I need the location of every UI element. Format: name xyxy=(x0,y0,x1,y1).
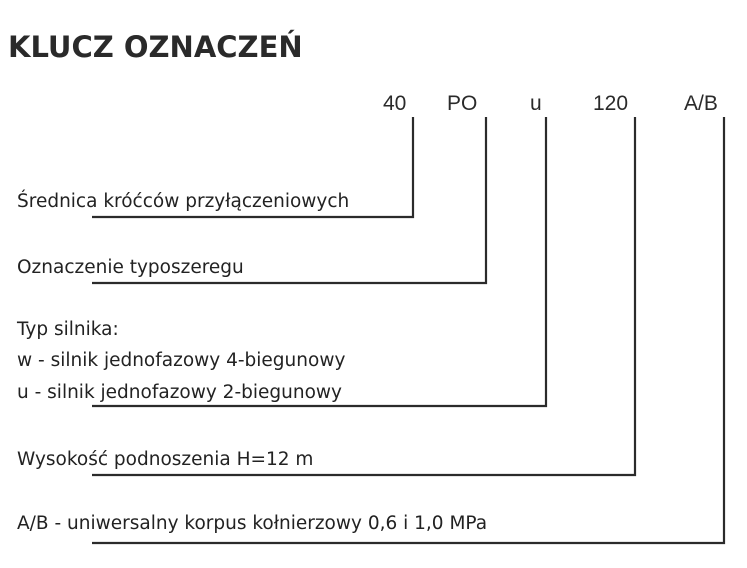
label-body: A/B - uniwersalny korpus kołnierzowy 0,6 i 1,0 MPa xyxy=(17,513,488,534)
label-motor-u: u - silnik jednofazowy 2-biegunowy xyxy=(17,382,342,403)
code-head: 120 xyxy=(593,92,629,115)
code-series: PO xyxy=(447,92,478,115)
code-body: A/B xyxy=(684,92,718,115)
connector-motor xyxy=(92,117,546,406)
label-diameter: Średnica króćców przyłączeniowych xyxy=(17,191,350,212)
label-motor-w: w - silnik jednofazowy 4-biegunowy xyxy=(17,350,346,371)
connector-head xyxy=(92,117,635,475)
connector-body xyxy=(92,117,724,543)
connector-diameter xyxy=(92,117,413,217)
diagram-title: KLUCZ OZNACZEŃ xyxy=(8,30,303,64)
code-motor: u xyxy=(530,92,542,115)
label-head: Wysokość podnoszenia H=12 m xyxy=(17,449,314,470)
connectors-group xyxy=(92,117,724,543)
connector-series xyxy=(92,117,486,283)
label-series: Oznaczenie typoszeregu xyxy=(17,257,244,278)
label-motor-title: Typ silnika: xyxy=(17,319,119,340)
code-diameter: 40 xyxy=(383,92,407,115)
